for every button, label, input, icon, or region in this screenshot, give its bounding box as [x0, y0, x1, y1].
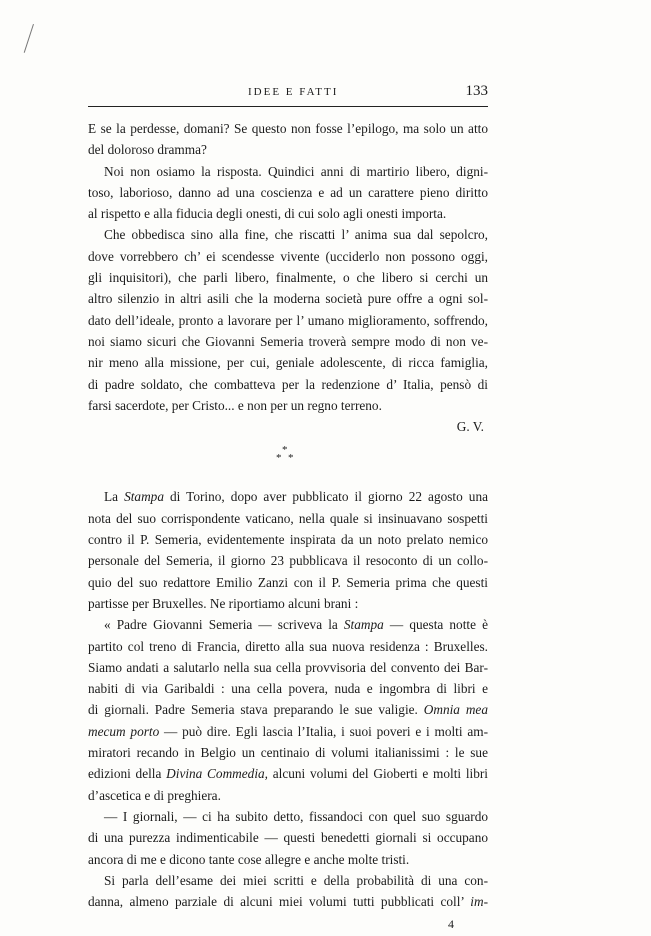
- page-number: 133: [465, 83, 488, 99]
- text-line: La Stampa di Torino, dopo aver pubblicato il giorno 22 agosto una: [104, 489, 488, 505]
- text-line: « Padre Giovanni Semeria — scriveva la Stampa — questa notte è: [104, 617, 488, 633]
- text-line: partisse per Bruxelles. Ne riportiamo alcuni brani :: [88, 595, 359, 611]
- signature: G. V.: [456, 419, 484, 435]
- italic-phrase: mecum porto: [88, 723, 160, 739]
- italic-title: Stampa: [124, 489, 164, 505]
- asterisk: *: [288, 452, 294, 465]
- text-line: mecum porto — può dire. Egli lascia l’Italia, i suoi poveri e i molti am-: [88, 723, 489, 739]
- text-line: farsi sacerdote, per Cristo... e non per un regno terreno.: [88, 397, 382, 413]
- paragraph: [88, 118, 488, 161]
- body-text: [88, 118, 488, 936]
- text-line: ancora di me e dicono tante cose allegre e anche molte tristi.: [88, 851, 410, 867]
- text-line: nota del suo corrispondente vaticano, nella quale si insinuavano sospetti: [88, 510, 488, 526]
- text-line: — I giornali, — ci ha subito detto, fissandoci con quel suo sguardo: [104, 808, 488, 824]
- asterisk: *: [276, 452, 282, 465]
- text-line: di giornali. Padre Semeria stava preparando le sue valigie. Omnia mea: [88, 702, 488, 718]
- text-line: di una purezza indimenticabile — questi benedetti giornali si occupano: [88, 830, 488, 846]
- paragraph: [88, 870, 488, 913]
- paragraph: [88, 806, 488, 870]
- signature-mark: 4: [448, 917, 454, 932]
- text-line: personale del Semeria, il giorno 23 pubblicava il resoconto di un collo-: [88, 553, 488, 569]
- text-line: dato dell’ideale, pronto a lavorare per l’ umano miglioramento, soffrendo,: [88, 312, 488, 328]
- text-line: del doloroso dramma?: [88, 142, 207, 158]
- text-line: Siamo andati a salutarlo nella sua cella provvisoria del convento dei Bar-: [88, 659, 488, 675]
- paragraph: [88, 224, 488, 416]
- paragraph: [88, 486, 488, 614]
- section-break-asterism: [88, 437, 488, 479]
- text-line: partito col treno di Francia, diretto alla sua nuova residenza : Bruxelles.: [88, 638, 488, 654]
- running-title: IDEE E FATTI: [248, 86, 339, 98]
- scan-mark: [24, 24, 34, 53]
- paragraph: [88, 161, 488, 225]
- text-line: al rispetto e alla fiducia degli onesti, di cui solo agli onesti importa.: [88, 206, 447, 222]
- text-line: d’ascetica e di preghiera.: [88, 787, 221, 803]
- text-line: toso, laborioso, danno ad una coscienza e ad un carattere pieno diritto: [88, 184, 488, 200]
- text-line: gli inquisitori), che parli libero, finalmente, o che libero si cerchi un: [88, 270, 488, 286]
- italic-phrase: im-: [470, 894, 488, 910]
- italic-title: Stampa: [343, 617, 384, 633]
- text-line: noi siamo sicuri che Giovanni Semeria troverà sempre modo di non ve-: [88, 333, 488, 349]
- italic-phrase: Omnia mea: [423, 702, 488, 718]
- text-line: nabiti di via Garibaldi : una cella povera, nuda e ingombra di libri e: [88, 681, 488, 697]
- text-line: di padre soldato, che combatteva per la redenzione d’ Italia, pensò di: [88, 376, 488, 392]
- text-line: nir meno alla missione, per cui, geniale adolescente, di ricca famiglia,: [88, 355, 488, 371]
- paragraph: [88, 614, 488, 806]
- italic-title: Divina Commedia,: [166, 766, 269, 782]
- text-line: miratori recando in Belgio un centinaio di volumi italianissimi : le sue: [88, 745, 488, 761]
- text-line: Noi non osiamo la risposta. Quindici anni di martirio libero, digni-: [104, 163, 488, 179]
- text-line: quio del suo redattore Emilio Zanzi con il P. Semeria prima che questi: [88, 574, 488, 590]
- text-line: danna, almeno parziale di alcuni miei volumi tutti pubblicati coll’ im-: [88, 894, 488, 910]
- running-head: [88, 83, 488, 103]
- text-line: E se la perdesse, domani? Se questo non fosse l’epilogo, ma solo un atto: [88, 121, 488, 136]
- asterisk: *: [282, 444, 288, 457]
- text-line: dove vorrebbero ch’ ei scendesse vivente (ucciderlo non possono oggi,: [88, 248, 488, 264]
- text-line: Che obbedisca sino alla fine, che riscatti l’ anima sua dal sepolcro,: [104, 227, 488, 243]
- text-line: altro silenzio in altri asili che la moderna società pure offre a ogni sol-: [88, 291, 488, 307]
- header-rule: [88, 106, 488, 107]
- text-line: Si parla dell’esame dei miei scritti e della probabilità di una con-: [104, 872, 488, 888]
- text-line: contro il P. Semeria, evidentemente inspirata da un noto prelato nemico: [88, 532, 488, 548]
- text-line: edizioni della Divina Commedia, alcuni volumi del Gioberti e molti libri: [88, 766, 488, 782]
